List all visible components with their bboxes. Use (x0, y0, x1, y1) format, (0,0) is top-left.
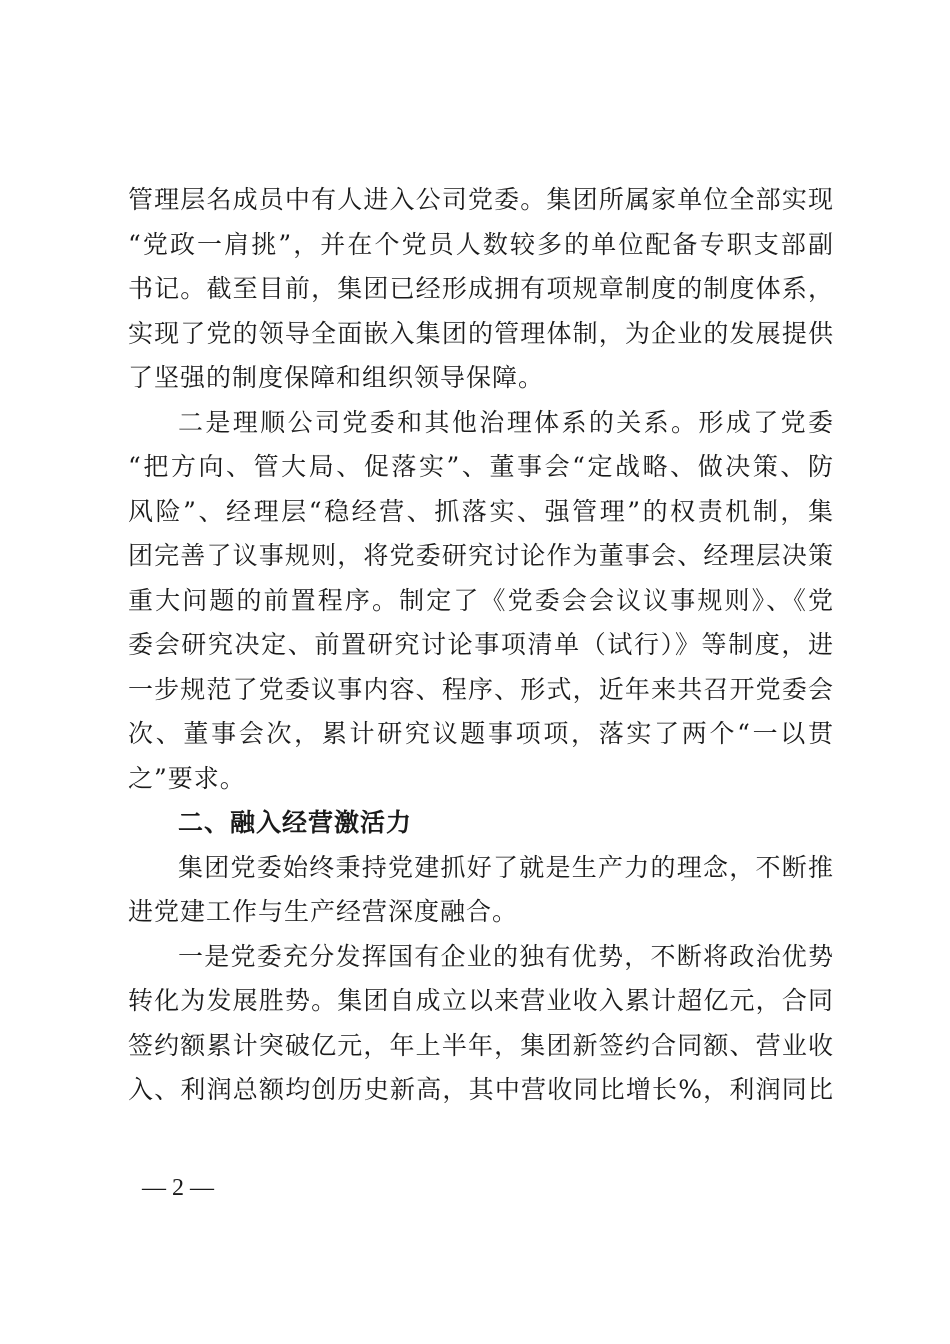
section-heading: 二、融入经营激活力 (178, 808, 413, 837)
text-line: “党政一肩挑”，并在个党员人数较多的单位配备专职支部副 (128, 229, 834, 259)
text-line: 入、利润总额均创历史新高，其中营收同比增长%，利润同比 (128, 1075, 834, 1104)
text-line: 转化为发展胜势。集团自成立以来营业收入累计超亿元，合同 (128, 986, 834, 1015)
paragraph-start-line: 集团党委始终秉持党建抓好了就是生产力的理念，不断推 (178, 852, 834, 882)
text-line: 实现了党的领导全面嵌入集团的管理体制，为企业的发展提供 (128, 318, 834, 348)
paragraph-start-line: 二是理顺公司党委和其他治理体系的关系。形成了党委 (178, 407, 834, 437)
text-line: “把方向、管大局、促落实”、董事会“定战略、做决策、防 (128, 452, 834, 481)
text-line: 之”要求。 (128, 763, 246, 793)
body-text (128, 178, 834, 1113)
paragraph-start-line: 一是党委充分发挥国有企业的独有优势，不断将政治优势 (178, 941, 834, 971)
text-line: 一步规范了党委议事内容、程序、形式，近年来共召开党委会 (128, 674, 834, 704)
text-line: 重大问题的前置程序。制定了《党委会会议议事规则》、《党 (128, 585, 834, 615)
text-line: 进党建工作与生产经营深度融合。 (128, 897, 519, 926)
text-line: 委会研究决定、前置研究讨论事项清单（试行）》等制度，进 (128, 630, 834, 659)
text-line: 次、董事会次，累计研究议题事项项，落实了两个“一以贯 (128, 719, 834, 748)
text-line: 管理层名成员中有人进入公司党委。集团所属家单位全部实现 (128, 185, 834, 214)
page-number: — 2 — (142, 1175, 214, 1201)
text-line: 了坚强的制度保障和组织领导保障。 (128, 363, 545, 392)
text-line: 签约额累计突破亿元，年上半年，集团新签约合同额、营业收 (128, 1030, 834, 1060)
text-line: 风险”、经理层“稳经营、抓落实、强管理”的权责机制，集 (128, 496, 834, 526)
text-line: 书记。截至目前，集团已经形成拥有项规章制度的制度体系， (128, 274, 834, 303)
text-line: 团完善了议事规则，将党委研究讨论作为董事会、经理层决策 (128, 541, 834, 570)
